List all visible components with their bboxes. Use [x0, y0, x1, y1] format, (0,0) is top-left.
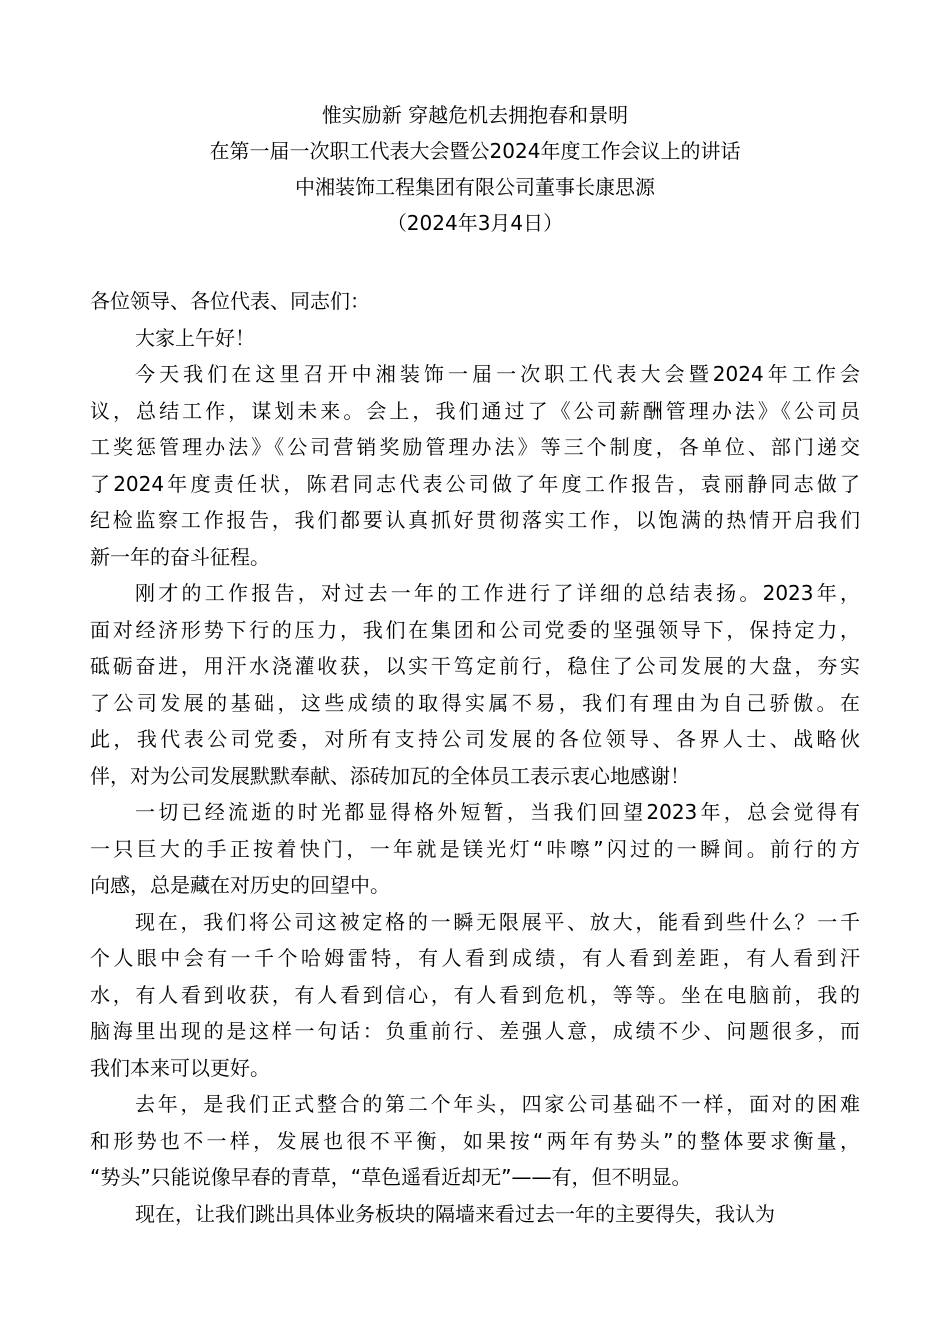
paragraph-line: 了2024年度责任状，陈君同志代表公司做了年度工作报告，袁丽静同志做了: [90, 471, 860, 496]
body-paragraph: [90, 1086, 860, 1196]
paragraph-line: 面对经济形势下行的压力，我们在集团和公司党委的坚强领导下，保持定力，: [90, 617, 860, 642]
paragraph-line: 砥砺奋进，用汗水浇灌收获，以实干笃定前行，稳住了公司发展的大盘，夯实: [90, 654, 860, 678]
paragraph-line: 工奖惩管理办法》《公司营销奖励管理办法》等三个制度，各单位、部门递交: [90, 435, 860, 459]
speech-date: （2024年3月4日）: [386, 211, 564, 235]
paragraph-line: 现在，我们将公司这被定格的一瞬无限展平、放大，能看到些什么？一千: [135, 909, 860, 934]
body-paragraph: [90, 1196, 860, 1233]
paragraph-line: 伴，对为公司发展默默奉献、添砖加瓦的全体员工表示衷心地感谢！: [90, 763, 690, 788]
body-paragraph: [90, 794, 860, 904]
speaker-line: 中湘装饰工程集团有限公司董事长康思源: [295, 175, 655, 199]
title-block: [0, 97, 950, 241]
paragraph-line: 了公司发展的基础，这些成绩的取得实属不易，我们有理由为自己骄傲。在: [90, 690, 860, 715]
paragraph-line: 议，总结工作，谋划未来。会上，我们通过了《公司薪酬管理办法》《公司员: [90, 398, 860, 423]
speech-body: [90, 283, 860, 1232]
salutation: 各位领导、各位代表、同志们：: [90, 289, 370, 313]
paragraph-line: 新一年的奋斗征程。: [90, 544, 270, 569]
paragraph-line: 今天我们在这里召开中湘装饰一届一次职工代表大会暨2024年工作会: [135, 362, 860, 386]
paragraph-line: 个人眼中会有一千个哈姆雷特，有人看到成绩，有人看到差距，有人看到汗: [90, 946, 860, 970]
paragraph-line: 去年，是我们正式整合的第二个年头，四家公司基础不一样，面对的困难: [135, 1092, 860, 1116]
paragraph-line: 一只巨大的手正按着快门，一年就是镁光灯“咔嚓”闪过的一瞬间。前行的方: [90, 836, 860, 861]
paragraph-line: 和形势也不一样，发展也很不平衡，如果按“两年有势头”的整体要求衡量，: [90, 1128, 860, 1153]
paragraph-line: 大家上午好！: [135, 325, 255, 350]
paragraph-line: 纪检监察工作报告，我们都要认真抓好贯彻落实工作，以饱满的热情开启我们: [90, 508, 860, 532]
paragraph-line: “势头”只能说像早春的青草，“草色遥看近却无”——有，但不明显。: [90, 1165, 692, 1189]
body-paragraph: [90, 575, 860, 794]
paragraph-line: 向感，总是藏在对历史的回望中。: [90, 873, 390, 897]
paragraph-line: 脑海里出现的是这样一句话：负重前行、差强人意，成绩不少、问题很多，而: [90, 1019, 860, 1043]
body-paragraph: [90, 356, 860, 575]
paragraph-line: 此，我代表公司党委，对所有支持公司发展的各位领导、各界人士、战略伙: [90, 727, 860, 751]
document-subtitle: 在第一届一次职工代表大会暨公2024年度工作会议上的讲话: [209, 139, 741, 163]
paragraph-line: 一切已经流逝的时光都显得格外短暂，当我们回望2023年，总会觉得有: [135, 800, 860, 824]
body-paragraph: [90, 320, 860, 357]
paragraph-line: 现在，让我们跳出具体业务板块的隔墙来看过去一年的主要得失，我认为: [135, 1201, 775, 1226]
paragraph-line: 刚才的工作报告，对过去一年的工作进行了详细的总结表扬。2023年，: [135, 581, 860, 605]
body-paragraph: [90, 904, 860, 1087]
paragraph-line: 水，有人看到收获，有人看到信心，有人看到危机，等等。坐在电脑前，我的: [90, 982, 860, 1007]
paragraph-list: [90, 320, 860, 1233]
document-title: 惟实励新 穿越危机去拥抱春和景明: [321, 103, 629, 127]
paragraph-line: 我们本来可以更好。: [90, 1055, 270, 1080]
